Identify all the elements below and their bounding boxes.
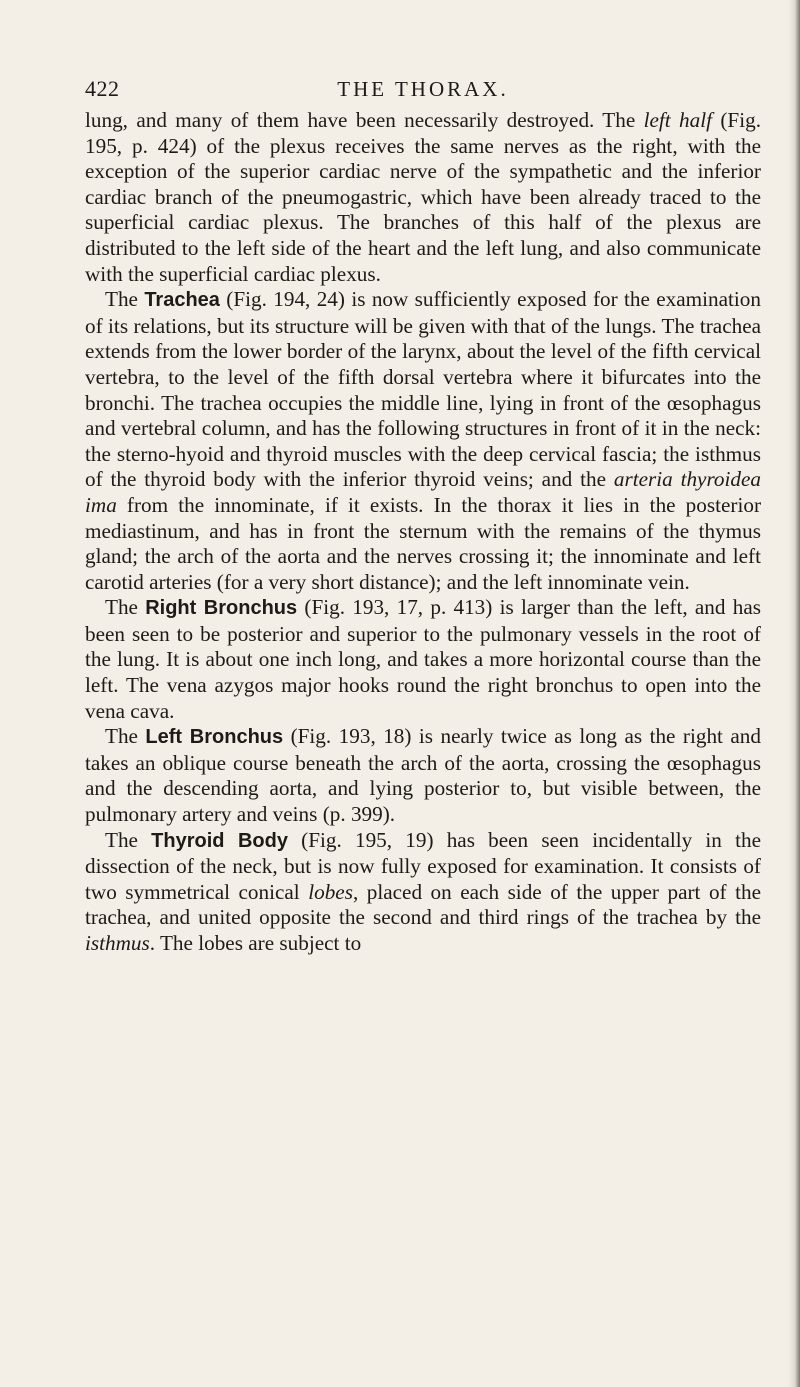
- text-run: The: [105, 827, 152, 852]
- text-run: The: [105, 595, 146, 620]
- running-head: THE THORAX.: [337, 77, 509, 101]
- paragraph-right-bronchus: [85, 595, 761, 724]
- italic-term: arteria thyroidea ima: [85, 467, 761, 517]
- text-run: (Fig. 194, 24) is now sufficiently exposed for the examination of its relations, but its structure will be given with that of the lungs. The trachea extends from the lower border of the larynx, about the level of the fifth cervical vertebra, to the level of the fifth dorsal vertebra where it bifurcates into the bronchi. The trachea occupies the middle line, lying in front of the œsophagus and vertebral column, and has the following structures in front of it in the neck: the sterno-hyoid and thyroid muscles with the deep cervical fascia; the isthmus of the thyroid body with the inferior thyroid veins; and the: [85, 287, 761, 492]
- text-run: The: [105, 287, 145, 312]
- page-header: [85, 74, 761, 104]
- page-edge-shadow: [788, 0, 800, 1387]
- text-run: (Fig. 193, 17, p. 413) is larger than the left, and has been seen to be posterior and superior to the pulmonary vessels in the root of the lung. It is about one inch long, and takes a more horizontal course than the left. The vena azygos major hooks round the right bronchus to open into the vena cava.: [85, 595, 761, 723]
- heading-term-thyroid-body: Thyroid Body: [151, 829, 288, 852]
- text-run: (Fig. 193, 18) is nearly twice as long as the right and takes an oblique course beneath the arch of the aorta, crossing the œsophagus and the descending aorta, and lying posterior to, but visible between, the pulmonary artery and veins (p. 399).: [85, 724, 761, 827]
- italic-term: isthmus: [85, 931, 150, 955]
- italic-term: left half: [643, 108, 713, 132]
- heading-term-right-bronchus: Right Bronchus: [145, 597, 298, 620]
- text-run: from the innominate, if it exists. In the thorax it lies in the posterior mediastinum, and has in front the sternum with the remains of the thymus gland; the arch of the aorta and the nerves crossing it; the innominate and left carotid arteries (for a very short distance); and the left innominate vein.: [85, 492, 761, 594]
- paragraph-thyroid-body: [85, 828, 761, 957]
- paragraph-trachea: [85, 287, 761, 595]
- text-run: (Fig. 195, p. 424) of the plexus receives the same nerves as the right, with the exception of the superior cardiac nerve of the sympathetic and the inferior cardiac branch of the pneumogastric, which have been already traced to the superficial cardiac plexus. The branches of this half of the plexus are distributed to the left side of the heart and the left lung, and also communicate with the superficial cardiac plexus.: [85, 108, 761, 286]
- page-number: 422: [85, 76, 120, 101]
- paragraph-left-bronchus: [85, 724, 761, 827]
- text-run: , placed on each side of the upper part of the trachea, and united opposite the second and third rings of the trachea by the: [85, 879, 761, 930]
- text-run: The: [105, 724, 146, 749]
- heading-term-trachea: Trachea: [144, 289, 220, 312]
- text-run: . The lobes are subject to: [149, 931, 362, 955]
- body-text: [85, 108, 761, 957]
- paragraph-cardiac-plexus: [85, 108, 761, 287]
- text-run: lung, and many of them have been necessarily destroyed. The: [85, 108, 644, 132]
- text-run: (Fig. 195, 19) has been seen incidentally in the dissection of the neck, but is now fully exposed for examination. It consists of two symmetrical conical: [85, 827, 761, 904]
- italic-term: lobes: [308, 879, 353, 904]
- heading-term-left-bronchus: Left Bronchus: [145, 726, 284, 749]
